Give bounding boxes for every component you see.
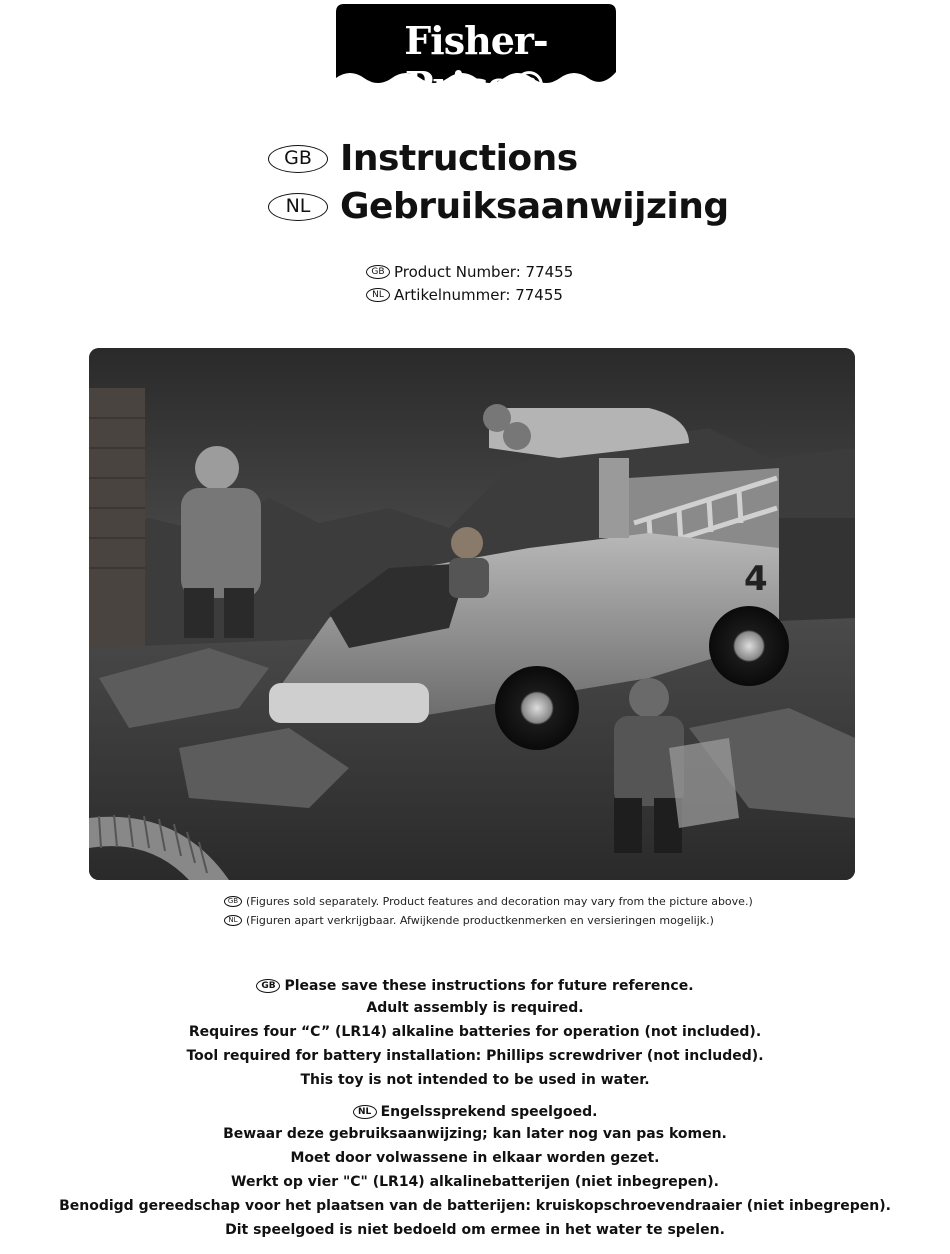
title-instructions: Instructions [340, 138, 578, 179]
front-bumper [269, 683, 429, 723]
lang-badge-nl: NL [268, 193, 328, 221]
lang-badge-gb: GB [268, 145, 328, 173]
note-line [0, 1098, 950, 1122]
lang-badge-gb: GB [366, 265, 390, 279]
front-wheel [495, 666, 579, 750]
truck-number: 4 [744, 559, 768, 599]
lang-badge-gb: GB [256, 979, 280, 993]
product-number-text: Product Number: 77455 [394, 263, 574, 281]
logo-text: Fisher-Price® [404, 18, 548, 108]
notes-nl [0, 1098, 950, 1242]
note-line: Werkt op vier "C" (LR14) alkalinebatterijen (niet inbegrepen). [231, 1174, 719, 1190]
lang-badge-nl: NL [224, 915, 242, 926]
notes-gb [0, 972, 950, 1092]
caption-text: (Figuren apart verkrijgbaar. Afwijkende productkenmerken en versieringen mogelijk.) [246, 914, 714, 927]
lang-badge-nl: NL [366, 288, 390, 302]
note-line: Benodigd gereedschap voor het plaatsen van de batterijen: kruiskopschroevendraaier (niet inbegrepen). [59, 1198, 891, 1214]
lang-badge-nl: NL [353, 1105, 377, 1119]
note-line: This toy is not intended to be used in water. [300, 1072, 650, 1088]
note-line: Tool required for battery installation: Phillips screwdriver (not included). [186, 1048, 764, 1064]
caption-text: (Figures sold separately. Product features and decoration may vary from the picture above.) [246, 895, 753, 908]
note-text: Please save these instructions for future reference. [284, 978, 694, 994]
caption-gb [224, 895, 753, 908]
product-number-nl [366, 286, 563, 304]
product-number-text: Artikelnummer: 77455 [394, 286, 563, 304]
fisher-price-logo [336, 4, 616, 108]
product-number-gb [366, 263, 573, 281]
rear-wheel [709, 606, 789, 686]
note-line: Dit speelgoed is niet bedoeld om ermee in het water te spelen. [225, 1222, 725, 1238]
heading-nl [268, 186, 729, 227]
note-line: Moet door volwassene in elkaar worden gezet. [290, 1150, 660, 1166]
note-text: Engelssprekend speelgoed. [380, 1104, 598, 1120]
note-line: Adult assembly is required. [366, 1000, 584, 1016]
note-line: Requires four “C” (LR14) alkaline batteries for operation (not included). [188, 1024, 762, 1040]
product-photo [89, 348, 855, 880]
title-gebruiksaanwijzing: Gebruiksaanwijzing [340, 186, 729, 227]
lang-badge-gb: GB [224, 896, 242, 907]
note-line: Bewaar deze gebruiksaanwijzing; kan later nog van pas komen. [223, 1126, 727, 1142]
caption-nl [224, 914, 714, 927]
rescue-truck-scene [89, 348, 855, 880]
heading-gb [268, 138, 578, 179]
note-line [0, 972, 950, 996]
